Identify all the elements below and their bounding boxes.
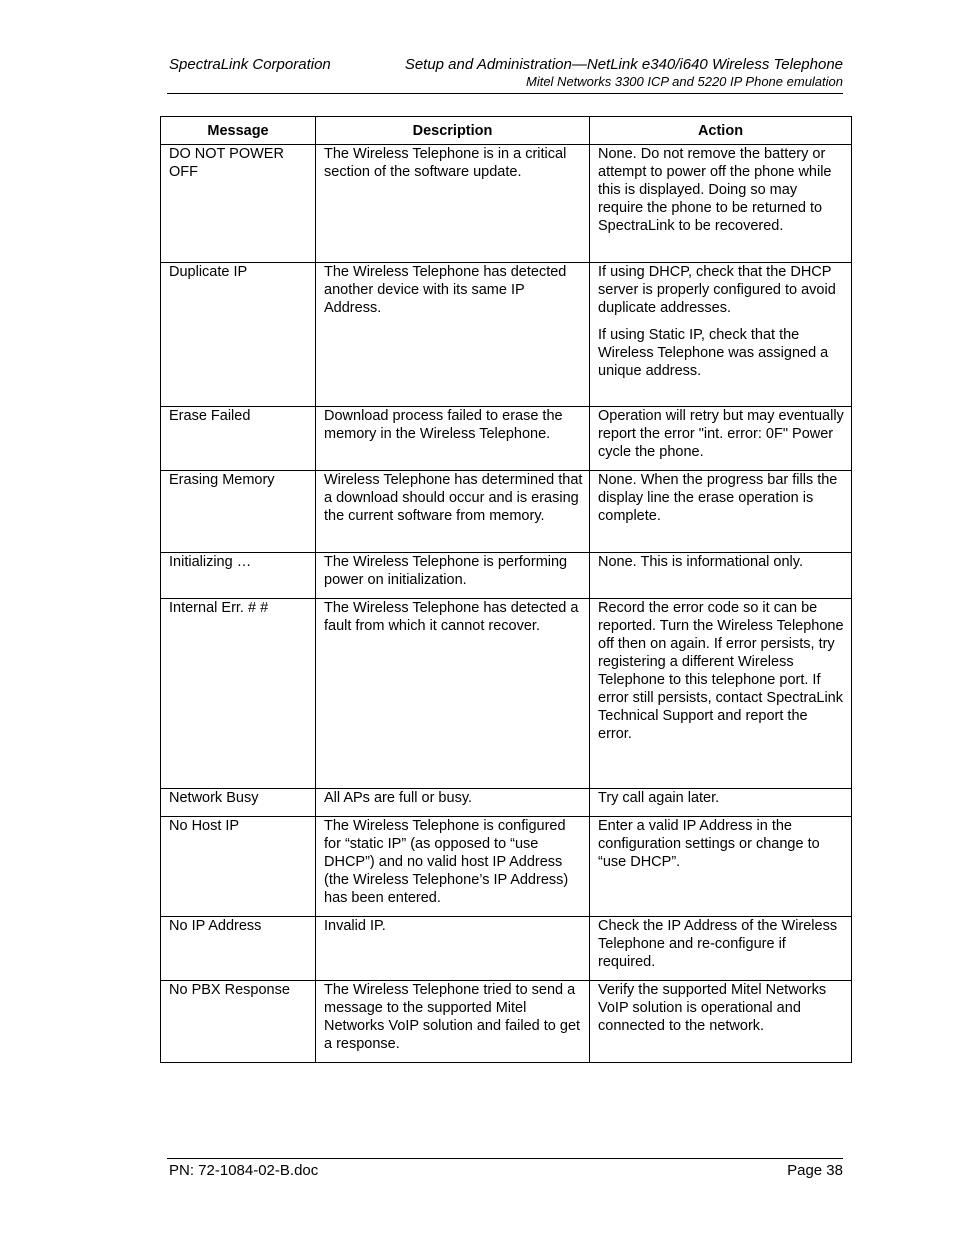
column-header-action: Action <box>590 117 852 145</box>
description-cell: All APs are full or busy. <box>316 789 590 817</box>
message-cell: Duplicate IP <box>161 263 316 407</box>
action-cell: Check the IP Address of the Wireless Telephone and re-configure if required. <box>590 917 852 981</box>
message-cell: Network Busy <box>161 789 316 817</box>
message-cell: Initializing … <box>161 553 316 599</box>
header-title: Setup and Administration—NetLink e340/i640 Wireless Telephone <box>404 56 843 73</box>
header-subtitle: Mitel Networks 3300 ICP and 5220 IP Phone emulation <box>526 74 843 89</box>
table-row <box>161 789 852 817</box>
message-cell: Erasing Memory <box>161 471 316 553</box>
action-cell: Verify the supported Mitel Networks VoIP solution is operational and connected to the network. <box>590 981 852 1063</box>
page-footer <box>167 1158 843 1185</box>
page-header <box>167 55 843 94</box>
message-table <box>160 116 852 1063</box>
description-cell: Download process failed to erase the memory in the Wireless Telephone. <box>316 407 590 471</box>
table-row <box>161 917 852 981</box>
action-cell: None. Do not remove the battery or attempt to power off the phone while this is displayed. Doing so may require the phone to be returned to SpectraLink to be recovered. <box>590 145 852 263</box>
action-cell: None. This is informational only. <box>590 553 852 599</box>
description-cell: The Wireless Telephone is in a critical section of the software update. <box>316 145 590 263</box>
action-cell: Record the error code so it can be reported. Turn the Wireless Telephone off then on again. If error persists, try registering a different Wireless Telephone to this telephone port. If error still persists, contact SpectraLink Technical Support and report the error. <box>590 599 852 789</box>
column-header-description: Description <box>316 117 590 145</box>
message-cell: Erase Failed <box>161 407 316 471</box>
message-cell: No PBX Response <box>161 981 316 1063</box>
action-cell: Enter a valid IP Address in the configuration settings or change to “use DHCP”. <box>590 817 852 917</box>
description-cell: The Wireless Telephone is performing power on initialization. <box>316 553 590 599</box>
description-cell: Wireless Telephone has determined that a download should occur and is erasing the current software from memory. <box>316 471 590 553</box>
table-row <box>161 471 852 553</box>
action-cell: Operation will retry but may eventually report the error "int. error: 0F" Power cycle the phone. <box>590 407 852 471</box>
action-cell: If using DHCP, check that the DHCP server is properly configured to avoid duplicate addresses. If using Static IP, check that the Wireless Telephone was assigned a unique address. <box>590 263 852 407</box>
message-cell: DO NOT POWER OFF <box>161 145 316 263</box>
column-header-message: Message <box>161 117 316 145</box>
header-company: SpectraLink Corporation <box>169 56 331 73</box>
description-cell: The Wireless Telephone tried to send a message to the supported Mitel Networks VoIP solution and failed to get a response. <box>316 981 590 1063</box>
footer-page-number: Page 38 <box>787 1162 843 1179</box>
footer-part-number: PN: 72-1084-02-B.doc <box>169 1162 319 1179</box>
action-cell: Try call again later. <box>590 789 852 817</box>
table-row <box>161 981 852 1063</box>
table-row <box>161 263 852 407</box>
action-cell: None. When the progress bar fills the display line the erase operation is complete. <box>590 471 852 553</box>
table-row <box>161 553 852 599</box>
table-row <box>161 599 852 789</box>
message-cell: No IP Address <box>161 917 316 981</box>
message-cell: No Host IP <box>161 817 316 917</box>
description-cell: The Wireless Telephone has detected a fault from which it cannot recover. <box>316 599 590 789</box>
table-row <box>161 407 852 471</box>
description-cell: Invalid IP. <box>316 917 590 981</box>
message-cell: Internal Err. # # <box>161 599 316 789</box>
table-row <box>161 145 852 263</box>
table-header-row <box>161 117 852 145</box>
description-cell: The Wireless Telephone is configured for “static IP” (as opposed to “use DHCP”) and no valid host IP Address (the Wireless Telephone’s IP Address) has been entered. <box>316 817 590 917</box>
table-row <box>161 817 852 917</box>
description-cell: The Wireless Telephone has detected another device with its same IP Address. <box>316 263 590 407</box>
